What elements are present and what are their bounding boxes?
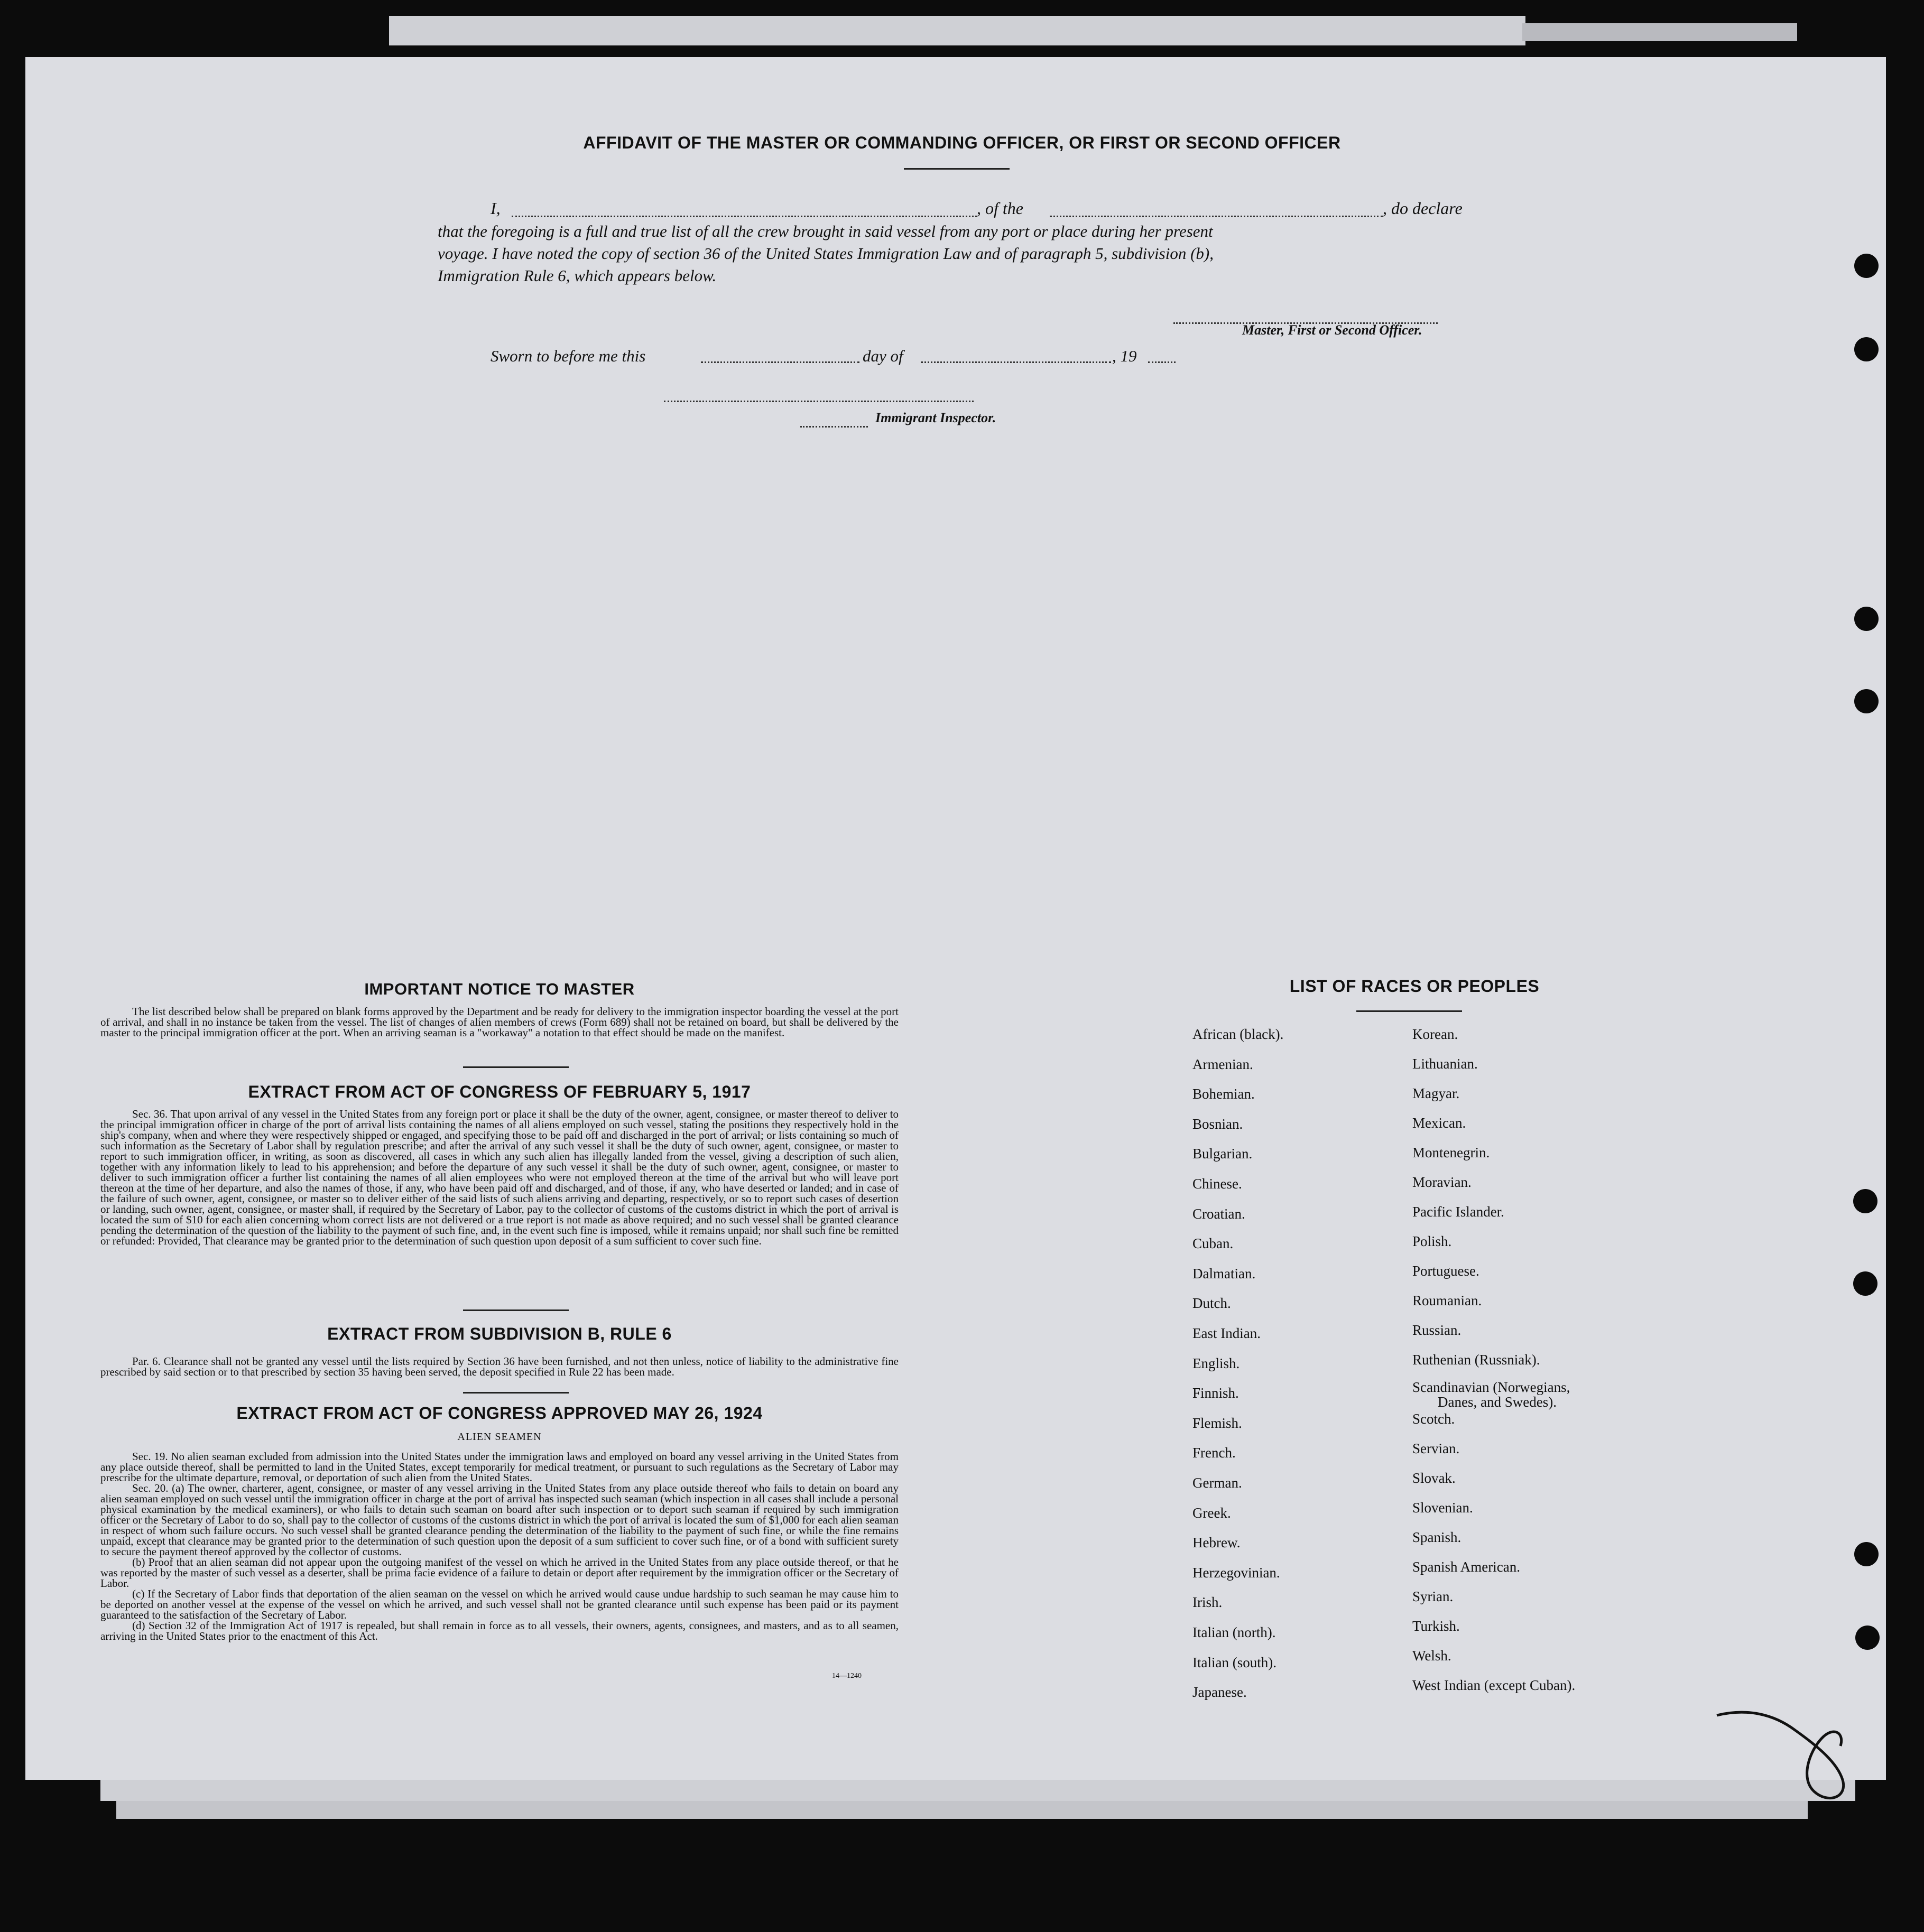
race-item: French. <box>1192 1445 1236 1461</box>
sec-20a-paragraph: Sec. 20. (a) The owner, charterer, agent, consignee, or master of any vessel arriving in the United States from any place outside thereof who fails to detain on board any alien seaman employed on such vessel until the immigration officer in charge at the port of arrival has inspected such seaman (which inspection in all cases shall include a personal physical examination by the medical examiners), or who fails to detain such seaman on board after such inspection or to deport such seaman if required by such immigration officer or the Secretary of Labor to do so, shall pay to the collector of customs of the customs district in which the port of arrival is located the sum of $1,000 for each alien seaman in respect of whom such failure occurs. No such vessel shall be granted clearance pending the determination of the liability to the payment of such fine, or while the fine remains unpaid, except that clearance may be granted prior to the determination of such question upon the deposit of a sum sufficient to cover such fine, or of a bond with sufficient surety to secure the payment thereof approved by the collector of customs. <box>100 1482 899 1558</box>
race-item: Pacific Islander. <box>1412 1204 1504 1220</box>
race-item: Bosnian. <box>1192 1116 1243 1132</box>
punch-hole <box>1854 337 1879 361</box>
rule6-title: EXTRACT FROM SUBDIVISION B, RULE 6 <box>327 1324 672 1343</box>
race-item: Bohemian. <box>1192 1086 1255 1102</box>
top-paper-edge <box>389 16 1525 45</box>
race-item: Bulgarian. <box>1192 1146 1253 1162</box>
race-item: Moravian. <box>1412 1174 1472 1190</box>
form-number: 14—1240 <box>832 1672 862 1680</box>
inspector-prefix-dots <box>800 426 868 428</box>
master-signature-caption: Master, First or Second Officer. <box>1242 322 1422 338</box>
race-item: Chinese. <box>1192 1176 1242 1192</box>
race-item: Welsh. <box>1412 1648 1451 1664</box>
affidavit-do-declare: , do declare <box>1383 199 1463 218</box>
race-item: Russian. <box>1412 1322 1462 1338</box>
race-item: Japanese. <box>1192 1684 1247 1701</box>
vessel-name-field[interactable] <box>1050 216 1383 217</box>
affidavit-line-4: Immigration Rule 6, which appears below. <box>438 266 717 285</box>
inspector-caption: Immigrant Inspector. <box>875 410 996 425</box>
extract-1917-body: Sec. 36. That upon arrival of any vessel in the United States from any foreign port or place it shall be the duty of the owner, agent, consignee, or master thereof to deliver to the principal immigration officer in charge of the port of arrival lists containing the names of all aliens employed on such vessel, stating the positions they respectively hold in the ship's company, when and where they were respectively shipped or engaged, and specifying those to be paid off and discharged in the port of arrival; or lists containing so much of such information as the Secretary of Labor shall by regulation prescribe; and after the arrival of any such vessel it shall be the duty of such owner, agent, consignee, or master to report to such immigration officer, in writing, as soon as discovered, all cases in which any such alien has illegally landed from the vessel, giving a description of such alien, together with any information likely to lead to his apprehension; and before the departure of any such vessel it shall be the duty of such owner, agent, consignee, or master to deliver to such immigration officer a further list containing the names of all alien employees who were not employed thereon at the time of the arrival but who will leave port thereon at the time of her departure, and also the names of those, if any, who have been paid off and discharged, and of those, if any, who have deserted or landed; and in case of the failure of such owner, agent, consignee, or master so to deliver either of the said lists of such aliens arriving and departing, respectively, or so to report such cases of desertion or landing, such owner, agent, consignee, or master shall, if required by the Secretary of Labor, pay to the collector of customs of the customs district in which the port of arrival is located the sum of $10 for each alien concerning whom correct lists are not delivered or a true report is not made as above required; and no such vessel shall be granted clearance pending the determination of the question of the liability to the payment of such fine, and, in the event such fine is imposed, while it remains unpaid; nor shall such fine be remitted or refunded: Provided, That clearance may be granted prior to the determination of such question upon deposit of a sum sufficient to cover such fine. <box>100 1108 899 1247</box>
rule6-body: Par. 6. Clearance shall not be granted any vessel until the lists required by Section 36 have been furnished, and not then unless, notice of liability to the administrative fine prescribed by said section or to that prescribed by section 35 having been served, the deposit specified in Rule 22 has been made. <box>100 1355 899 1378</box>
affidavit-i: I, <box>491 199 501 218</box>
race-item: Spanish American. <box>1412 1559 1520 1575</box>
race-item: Danes, and Swedes). <box>1438 1394 1557 1410</box>
top-paper-edge-shadow <box>1522 23 1797 41</box>
inspector-signature-line[interactable] <box>664 401 974 402</box>
race-item: Polish. <box>1412 1233 1452 1249</box>
punch-hole <box>1854 1542 1879 1566</box>
affidavit-title-rule <box>904 168 1010 170</box>
sworn-day-field[interactable] <box>701 361 859 363</box>
bottom-paper-edge <box>100 1780 1855 1801</box>
sec-20d-paragraph: (d) Section 32 of the Immigration Act of 1917 is repealed, but shall remain in force as to all vessels, their owners, agents, consignees, and masters, and as to all seamen, arriving in the United States prior to the enactment of this Act. <box>100 1619 899 1642</box>
handwritten-8-mark <box>1710 1702 1853 1807</box>
race-item: Roumanian. <box>1412 1293 1482 1308</box>
punch-hole <box>1853 1189 1877 1213</box>
notice-body: The list described below shall be prepared on blank forms approved by the Department and be ready for delivery to the immigration inspector boarding the vessel at the port of arrival, and shall in no instance be taken from the vessel. The list of changes of alien members of crews (Form 689) shall not be retained on board, but shall be delivered by the master to the principal immigration officer at the port. When an arriving seaman is a "workaway" a notation to that effect should be made on the manifest. <box>100 1005 899 1039</box>
race-item: Herzegovinian. <box>1192 1564 1280 1581</box>
race-item: Croatian. <box>1192 1205 1245 1222</box>
race-item: Syrian. <box>1412 1589 1454 1604</box>
rule6-rule <box>463 1392 569 1394</box>
day-of-text: day of <box>863 347 903 365</box>
race-item: Italian (north). <box>1192 1624 1276 1640</box>
sworn-text: Sworn to before me this <box>491 347 646 365</box>
sworn-month-field[interactable] <box>921 361 1111 363</box>
race-item: Finnish. <box>1192 1385 1239 1401</box>
race-item: Spanish. <box>1412 1529 1462 1545</box>
punch-hole <box>1854 607 1879 631</box>
race-item: English. <box>1192 1355 1240 1371</box>
bottom-paper-edge-lower <box>116 1801 1808 1819</box>
race-item: Turkish. <box>1412 1618 1460 1634</box>
race-item: Cuban. <box>1192 1236 1234 1252</box>
race-item: Italian (south). <box>1192 1654 1276 1670</box>
race-item: Servian. <box>1412 1441 1460 1456</box>
affidavit-title: AFFIDAVIT OF THE MASTER OR COMMANDING OFFICER, OR FIRST OR SECOND OFFICER <box>583 133 1341 152</box>
race-item: Montenegrin. <box>1412 1145 1490 1160</box>
sec-19-paragraph: Sec. 19. No alien seaman excluded from admission into the United States under the immigration laws and employed on board any vessel arriving in the United States from any place outside thereof, shall be permitted to land in the United States, except temporarily for medical treatment, or pursuant to such regulations as the Secretary of Labor may prescribe for the ultimate departure, removal, or deportation of such alien from the United States. <box>100 1450 899 1484</box>
race-item: Korean. <box>1412 1026 1458 1042</box>
sworn-year-field[interactable] <box>1148 361 1176 363</box>
punch-hole <box>1855 1626 1880 1650</box>
race-item: Scandinavian (Norwegians, <box>1412 1379 1570 1395</box>
race-item: Hebrew. <box>1192 1535 1241 1551</box>
affidavit-line-3: voyage. I have noted the copy of section 36 of the United States Immigration Law and of paragraph 5, subdivision (b), <box>438 244 1214 263</box>
year-text: , 19 <box>1112 347 1137 365</box>
race-item: Flemish. <box>1192 1415 1242 1431</box>
extract-1924-body <box>100 1451 899 1641</box>
race-item: German. <box>1192 1475 1242 1491</box>
race-item: Ruthenian (Russniak). <box>1412 1352 1540 1368</box>
notice-title: IMPORTANT NOTICE TO MASTER <box>364 980 635 998</box>
race-item: Lithuanian. <box>1412 1056 1478 1072</box>
race-item: Mexican. <box>1412 1115 1466 1131</box>
race-item: East Indian. <box>1192 1325 1261 1341</box>
affidavit-of-the: , of the <box>977 199 1023 218</box>
race-item: Slovenian. <box>1412 1500 1473 1516</box>
extract-1917-rule <box>463 1309 569 1311</box>
races-title-rule <box>1356 1010 1462 1012</box>
race-item: Portuguese. <box>1412 1263 1479 1279</box>
race-item: Magyar. <box>1412 1085 1460 1101</box>
race-item: Greek. <box>1192 1504 1231 1521</box>
race-item: African (black). <box>1192 1026 1284 1042</box>
master-name-field[interactable] <box>512 216 977 217</box>
sec-20b-paragraph: (b) Proof that an alien seaman did not appear upon the outgoing manifest of the vessel on which he arrived in the United States from any place outside thereof, or that he was reported by the master of such vessel as a deserter, shall be prima facie evidence of a failure to detain or deport after requirement by the immigration officer or the Secretary of Labor. <box>100 1556 899 1590</box>
races-title: LIST OF RACES OR PEOPLES <box>1289 977 1540 996</box>
punch-hole <box>1854 689 1879 713</box>
race-item: Irish. <box>1192 1594 1223 1611</box>
punch-hole <box>1853 1271 1877 1296</box>
race-item: Dutch. <box>1192 1295 1231 1312</box>
race-item: Dalmatian. <box>1192 1265 1256 1281</box>
affidavit-line-2: that the foregoing is a full and true list of all the crew brought in said vessel from any port or place during her present <box>438 222 1213 240</box>
punch-hole <box>1854 254 1879 278</box>
race-item: Armenian. <box>1192 1056 1253 1072</box>
extract-1917-title: EXTRACT FROM ACT OF CONGRESS OF FEBRUARY 5, 1917 <box>248 1082 751 1101</box>
race-item: Slovak. <box>1412 1470 1456 1486</box>
alien-seamen-subtitle: ALIEN SEAMEN <box>457 1431 542 1443</box>
extract-1924-title: EXTRACT FROM ACT OF CONGRESS APPROVED MAY 26, 1924 <box>236 1404 763 1423</box>
race-item: West Indian (except Cuban). <box>1412 1677 1576 1693</box>
notice-rule <box>463 1066 569 1068</box>
race-item: Scotch. <box>1412 1411 1455 1427</box>
sec-20c-paragraph: (c) If the Secretary of Labor finds that deportation of the alien seaman on the vessel on which he arrived would cause undue hardship to such seaman he may cause him to be deported on another vessel at the expense of the vessel on which he arrived, and such vessel shall not be granted clearance until such expense has been paid or its payment guaranteed to the satisfaction of the Secretary of Labor. <box>100 1587 899 1621</box>
